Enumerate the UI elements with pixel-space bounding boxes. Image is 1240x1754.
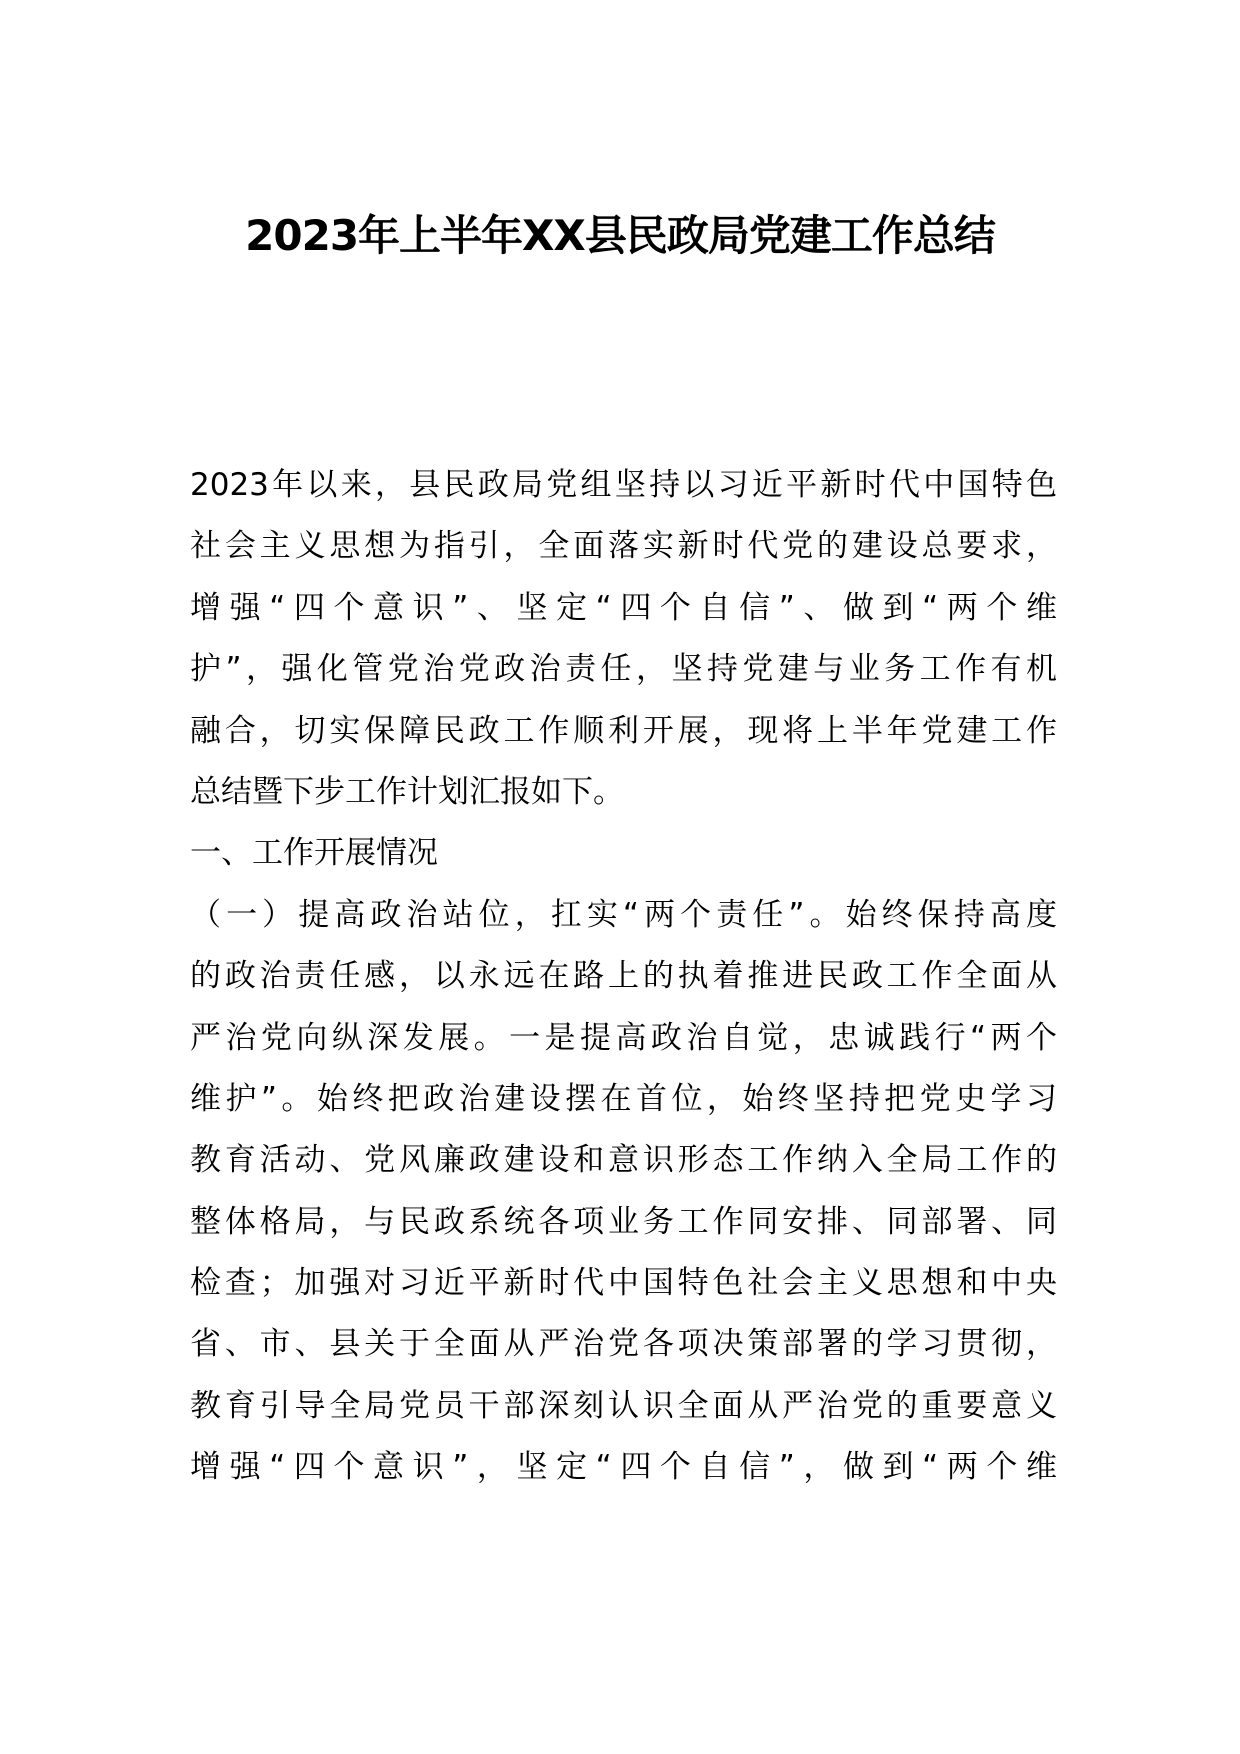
body-line: 增强“四个意识”、坚定“四个自信”、做到“两个维 (190, 589, 1057, 626)
body-line: 教育引导全局党员干部深刻认识全面从严治党的重要意义 (190, 1387, 1057, 1424)
body-line: 教育活动、党风廉政建设和意识形态工作纳入全局工作的 (190, 1142, 1057, 1179)
body-line: 省、市、县关于全面从严治党各项决策部署的学习贯彻， (190, 1326, 1057, 1363)
body-line: 严治党向纵深发展。一是提高政治自觉，忠诚践行“两个 (190, 1019, 1057, 1056)
body-line: 总结暨下步工作计划汇报如下。 (190, 773, 624, 810)
body-line: 社会主义思想为指引，全面落实新时代党的建设总要求， (190, 528, 1057, 565)
body-line: 增强“四个意识”，坚定“四个自信”，做到“两个维 (190, 1449, 1057, 1486)
body-line: 检查；加强对习近平新时代中国特色社会主义思想和中央 (190, 1265, 1057, 1302)
body-line: （一）提高政治站位，扛实“两个责任”。始终保持高度 (190, 896, 1057, 933)
body-line: 护”，强化管党治党政治责任，坚持党建与业务工作有机 (190, 651, 1057, 688)
section-heading: 一、工作开展情况 (190, 835, 438, 872)
body-line: 融合，切实保障民政工作顺利开展，现将上半年党建工作 (190, 712, 1057, 749)
body-line: 整体格局，与民政系统各项业务工作同安排、同部署、同 (190, 1203, 1057, 1240)
document-body (190, 455, 1057, 1499)
body-line: 2023年以来，县民政局党组坚持以习近平新时代中国特色 (190, 467, 1057, 503)
document-title: 2023年上半年XX县民政局党建工作总结 (245, 211, 995, 260)
body-line: 维护”。始终把政治建设摆在首位，始终坚持把党史学习 (190, 1080, 1057, 1117)
body-line: 的政治责任感，以永远在路上的执着推进民政工作全面从 (190, 958, 1057, 995)
